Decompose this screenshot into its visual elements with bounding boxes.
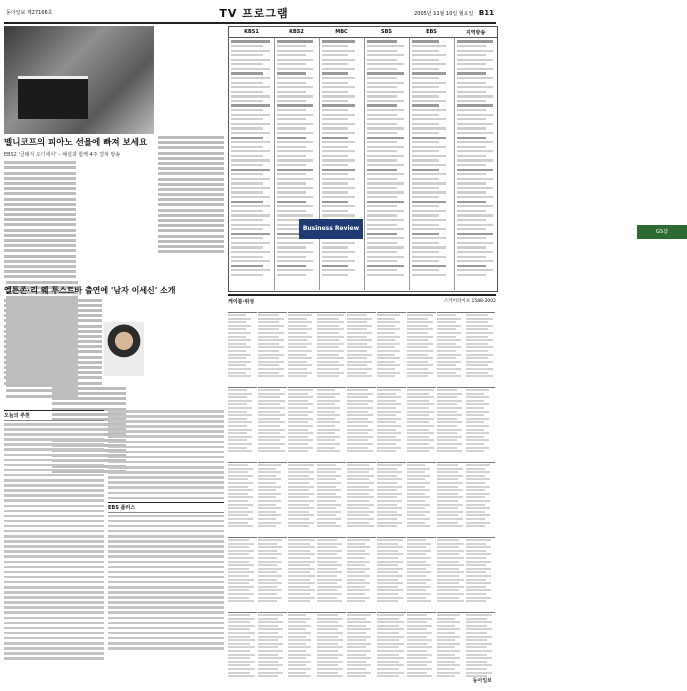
recommend-box [4, 410, 104, 662]
grid-column [409, 38, 455, 290]
shopping-ad: GS샵 [637, 225, 687, 239]
cable-channel-block [317, 308, 346, 379]
cable-channel-block [228, 458, 257, 529]
lead-subhead: EBS2 '클래식 오디세이' – 해설과 함께 4주 걸쳐 방송 [4, 152, 121, 159]
cable-channel-block [437, 458, 466, 529]
ebs-plus-title: EBS 플러스 [108, 502, 224, 513]
lead-body [4, 161, 76, 280]
section-title: TV 프로그램 [219, 7, 289, 20]
cable-channel-block [228, 308, 257, 379]
cable-channel-block [437, 308, 466, 379]
grid-column [274, 38, 320, 290]
cable-listings [228, 294, 496, 686]
lead-headline: 멜니코프의 피아노 선율에 빠져 보세요 [4, 138, 148, 148]
cable-channel-block [228, 383, 257, 454]
cable-channel-block [437, 533, 466, 604]
second-headline: 엘튼존·리 웨 투스트바 출연에 '남자 이세신' 소개 [4, 286, 176, 295]
channel-sbs: SBS [380, 29, 392, 35]
cable-channel-block [317, 458, 346, 529]
page-number: B11 [478, 9, 494, 17]
grid-column [364, 38, 410, 290]
cable-channel-block [258, 308, 287, 379]
cable-channel-block [258, 608, 287, 679]
channel-mbc: MBC [335, 29, 348, 35]
cable-channel-block [407, 608, 436, 679]
cable-channel-block [466, 533, 495, 604]
cable-channel-block [317, 608, 346, 679]
cable-channel-block [258, 533, 287, 604]
recommend-title: 오늘의 추천 [4, 410, 104, 421]
cable-channel-block [466, 308, 495, 379]
cable-channel-block [437, 608, 466, 679]
second-body [4, 299, 102, 387]
business-review-ad: Business Review [299, 219, 363, 239]
channel-local: 지역방송 [465, 30, 486, 36]
cable-channel-block [466, 458, 495, 529]
cable-channel-block [407, 308, 436, 379]
masthead [4, 4, 496, 24]
channel-ebs: EBS [426, 29, 437, 35]
cable-channel-block [377, 308, 406, 379]
cable-channel-block [407, 533, 436, 604]
cable-channel-block [317, 383, 346, 454]
singer-portrait [104, 322, 144, 376]
cable-channel-block [377, 608, 406, 679]
cable-channel-block [377, 383, 406, 454]
cable-channel-block [347, 533, 376, 604]
cable-channel-block [258, 458, 287, 529]
cable-channel-block [288, 533, 317, 604]
cable-channel-block [228, 533, 257, 604]
grid-columns [229, 38, 497, 290]
cable-channel-block [437, 383, 466, 454]
grid-column [454, 38, 498, 290]
cable-note: 스카이라이프 1588-3002 [443, 299, 496, 304]
cable-channel-block [288, 608, 317, 679]
cable-channel-block [466, 608, 495, 679]
date: 2005년 11월 10일 월요일 [414, 11, 474, 17]
cable-channel-block [377, 458, 406, 529]
cable-channel-block [347, 608, 376, 679]
grid-header [229, 27, 497, 38]
cable-channel-block [347, 458, 376, 529]
issue-info: 동아일보 제27166호 [6, 10, 53, 16]
cable-channel-block [407, 383, 436, 454]
channel-kbs1: KBS1 [244, 29, 259, 35]
cable-channel-block [258, 383, 287, 454]
grid-column [229, 38, 274, 290]
pianist-photo [4, 26, 154, 134]
cable-channel-block [228, 608, 257, 679]
cable-channel-block [466, 383, 495, 454]
cable-channel-block [288, 308, 317, 379]
cable-channel-block [288, 383, 317, 454]
cable-title: 케이블·위성 [228, 299, 255, 305]
channel-kbs2: KBS2 [289, 29, 304, 35]
grid-column [319, 38, 365, 290]
date-info [414, 9, 494, 17]
cable-channel-block [347, 383, 376, 454]
cable-channel-block [347, 308, 376, 379]
tv-schedule-grid [228, 26, 668, 292]
cable-channel-block [288, 458, 317, 529]
cable-channel-block [407, 458, 436, 529]
cable-channel-block [377, 533, 406, 604]
cable-channel-block [317, 533, 346, 604]
footer-logo: 동아일보 [472, 678, 492, 684]
lead-article-col3 [158, 136, 224, 255]
ebs-plus-box [108, 410, 224, 652]
